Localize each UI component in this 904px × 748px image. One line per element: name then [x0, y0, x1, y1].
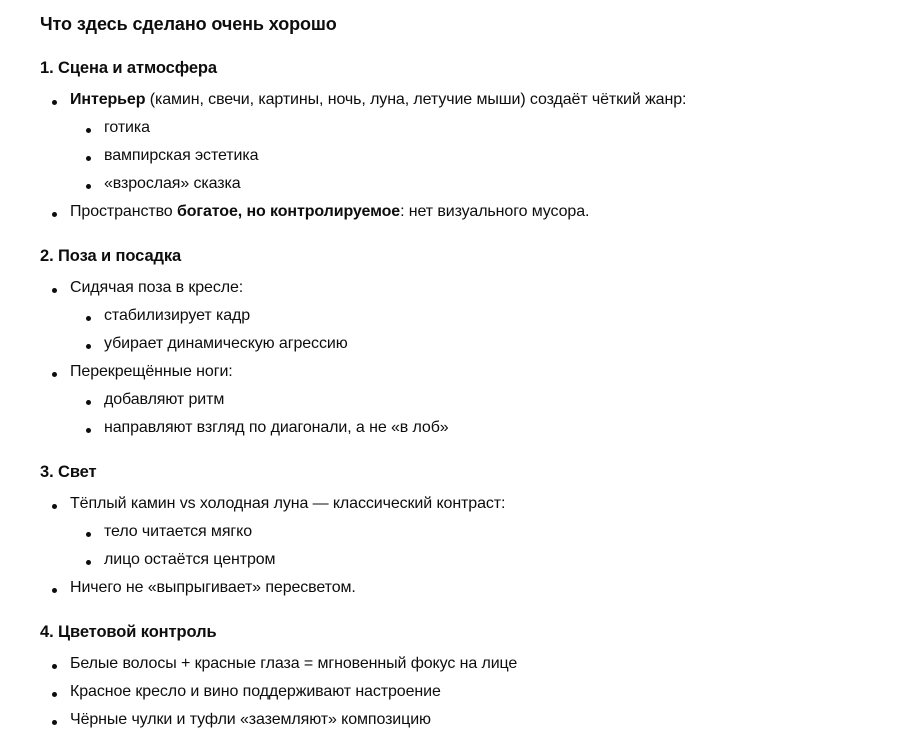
- sub-list-item: [104, 386, 864, 414]
- sub-list-item-text: тело читается мягко: [104, 523, 252, 540]
- bullet-icon: [52, 212, 57, 217]
- bullet-icon: [52, 588, 57, 593]
- bullet-icon: [86, 156, 91, 161]
- list-item-text: Пространство: [70, 203, 177, 220]
- section-2-list: [70, 274, 864, 442]
- sub-list-item-text: «взрослая» сказка: [104, 175, 241, 192]
- list-item-text: Ничего не «выпрыгивает» пересветом.: [70, 579, 356, 596]
- section-heading-4: 4. Цветовой контроль: [40, 623, 217, 641]
- bullet-icon: [52, 720, 57, 725]
- list-item-text: Интерьер: [70, 91, 146, 108]
- list-item-text: Чёрные чулки и туфли «заземляют» композицию: [70, 711, 431, 728]
- section-heading-1: 1. Сцена и атмосфера: [40, 59, 217, 77]
- list-item: [70, 678, 864, 706]
- sub-list-item-text: вампирская эстетика: [104, 147, 259, 164]
- list-item: [70, 274, 864, 302]
- list-item-text: Белые волосы + красные глаза = мгновенный фокус на лице: [70, 655, 518, 672]
- sub-list-item: [104, 414, 864, 442]
- section-heading-3: 3. Свет: [40, 463, 97, 481]
- bullet-icon: [52, 504, 57, 509]
- bullet-icon: [52, 372, 57, 377]
- sub-list-item: [104, 142, 864, 170]
- list-item: [70, 706, 864, 734]
- bullet-icon: [86, 428, 91, 433]
- sub-list-item: [104, 302, 864, 330]
- sub-list-item-text: стабилизирует кадр: [104, 307, 251, 324]
- bullet-icon: [52, 100, 57, 105]
- nested-list: [104, 114, 864, 198]
- nested-list: [104, 302, 864, 358]
- document-title: Что здесь сделано очень хорошо: [40, 14, 337, 34]
- bullet-icon: [86, 184, 91, 189]
- list-item-text: богатое, но контролируемое: [176, 203, 401, 220]
- sub-list-item: [104, 170, 864, 198]
- list-item: [70, 198, 864, 226]
- section-3-list: [70, 490, 864, 602]
- list-item-text: Сидячая поза в кресле:: [70, 279, 244, 296]
- bullet-icon: [86, 400, 91, 405]
- list-item: [70, 86, 864, 114]
- bullet-icon: [86, 344, 91, 349]
- sub-list-item-text: направляют взгляд по диагонали, а не «в лоб»: [104, 419, 449, 436]
- sub-list-item-text: убирает динамическую агрессию: [104, 335, 348, 352]
- bullet-icon: [86, 128, 91, 133]
- sub-list-item-text: лицо остаётся центром: [104, 551, 276, 568]
- bullet-icon: [52, 664, 57, 669]
- bullet-icon: [86, 560, 91, 565]
- sub-list-item-text: готика: [104, 119, 150, 136]
- sub-list-item-text: добавляют ритм: [104, 391, 225, 408]
- list-item-text: : нет визуального мусора.: [400, 203, 590, 220]
- nested-list: [104, 518, 864, 574]
- sub-list-item: [104, 518, 864, 546]
- bullet-icon: [86, 532, 91, 537]
- section-4-list: [70, 650, 864, 734]
- list-item-text: Тёплый камин vs холодная луна — классический контраст:: [70, 495, 506, 512]
- sub-list-item: [104, 546, 864, 574]
- sub-list-item: [104, 114, 864, 142]
- list-item-text: (камин, свечи, картины, ночь, луна, летучие мыши) создаёт чёткий жанр:: [145, 91, 687, 108]
- nested-list: [104, 386, 864, 442]
- list-item: [70, 490, 864, 518]
- list-item: [70, 358, 864, 386]
- list-item-text: Красное кресло и вино поддерживают настроение: [70, 683, 441, 700]
- list-item: [70, 650, 864, 678]
- bullet-icon: [86, 316, 91, 321]
- list-item-text: Перекрещённые ноги:: [70, 363, 233, 380]
- sub-list-item: [104, 330, 864, 358]
- bullet-icon: [52, 692, 57, 697]
- bullet-icon: [52, 288, 57, 293]
- section-heading-2: 2. Поза и посадка: [40, 247, 182, 265]
- list-item: [70, 574, 864, 602]
- section-1-list: [70, 86, 864, 226]
